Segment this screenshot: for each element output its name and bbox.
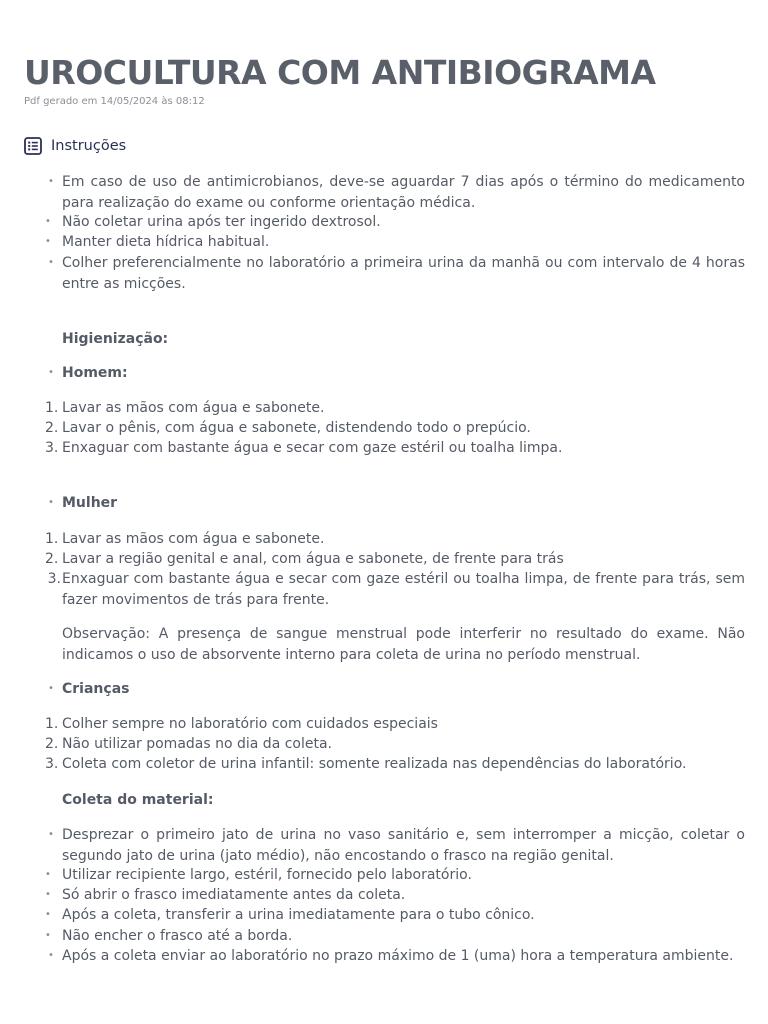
list-item: • Após a coleta enviar ao laboratório no prazo máximo de 1 (uma) hora a temperatura ambiente. (48, 948, 734, 964)
list-item: • Colher preferencialmente no laboratório a primeira urina da manhã ou com intervalo de 4 horas entre as micções. (48, 255, 745, 292)
numbered-item: 3. Coleta com coletor de urina infantil: somente realizada nas dependências do laboratório. (45, 756, 687, 772)
criancas-heading: • Crianças (48, 681, 130, 697)
generated-date: Pdf gerado em 14/05/2024 às 08:12 (24, 96, 205, 107)
list-item: • Não encher o frasco até a borda. (45, 928, 293, 944)
list-item: • Manter dieta hídrica habitual. (45, 234, 270, 250)
numbered-item: 2. Lavar a região genital e anal, com água e sabonete, de frente para trás (45, 551, 564, 567)
list-item: • Após a coleta, transferir a urina imediatamente para o tubo cônico. (45, 907, 535, 923)
coleta-heading: Coleta do material: (62, 792, 214, 808)
numbered-item: 2. Lavar o pênis, com água e sabonete, distendendo todo o prepúcio. (45, 420, 531, 436)
list-item: • Só abrir o frasco imediatamente antes da coleta. (45, 887, 406, 903)
hygiene-heading: Higienização: (62, 331, 169, 347)
numbered-item: 2. Não utilizar pomadas no dia da coleta. (45, 736, 333, 752)
list-item: • Utilizar recipiente largo, estéril, fornecido pelo laboratório. (45, 867, 472, 883)
numbered-item: 3. Enxaguar com bastante água e secar com gaze estéril ou toalha limpa, de frente para trás, sem fazer movimentos de trás para frente. (47, 571, 745, 608)
section-header-instrucoes (24, 137, 126, 155)
list-item: • Não coletar urina após ter ingerido dextrosol. (45, 214, 381, 230)
homem-heading: • Homem: (48, 365, 128, 381)
list-item: • Em caso de uso de antimicrobianos, deve-se aguardar 7 dias após o término do medicamento para realização do exame ou conforme orientação médica. (48, 174, 745, 211)
numbered-item: 1. Colher sempre no laboratório com cuidados especiais (45, 716, 438, 732)
page-title: UROCULTURA COM ANTIBIOGRAMA (24, 53, 656, 92)
section-title: Instruções (51, 138, 127, 154)
numbered-item: 1. Lavar as mãos com água e sabonete. (45, 400, 325, 416)
numbered-item: 1. Lavar as mãos com água e sabonete. (45, 531, 325, 547)
mulher-heading: • Mulher (48, 495, 118, 511)
list-item: • Desprezar o primeiro jato de urina no vaso sanitário e, sem interromper a micção, coletar o segundo jato de urina (jato médio), não encostando o frasco na região genital. (48, 827, 745, 864)
list-icon (24, 137, 42, 155)
observation-text: Observação: A presença de sangue menstrual pode interferir no resultado do exame. Não indicamos o uso de absorvente interno para coleta de urina no período menstrual. (62, 626, 745, 663)
numbered-item: 3. Enxaguar com bastante água e secar com gaze estéril ou toalha limpa. (45, 440, 563, 456)
